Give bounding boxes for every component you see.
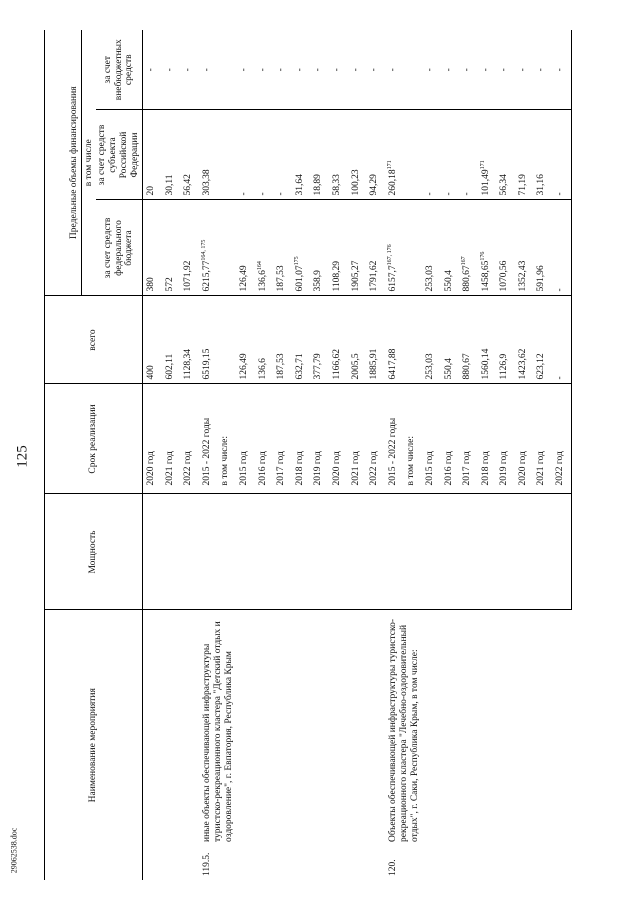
row-total-text: 1560,14	[480, 348, 491, 380]
row-federal-text: 1352,43	[517, 260, 528, 292]
row-total-text: 187,53	[276, 353, 287, 380]
row-federal-text: 1458,65	[480, 260, 491, 292]
row-extra	[366, 30, 385, 110]
row-number	[180, 846, 199, 880]
row-regional	[292, 110, 311, 200]
row-extra	[292, 30, 311, 110]
row-total	[273, 296, 292, 384]
row-regional-text: 20	[146, 186, 156, 196]
row-federal-text: 591,96	[536, 265, 547, 292]
row-federal-text: 601,07	[294, 265, 305, 292]
row-period	[292, 384, 311, 494]
row-period-text: 2021 год	[164, 451, 175, 486]
row-regional	[199, 110, 218, 200]
row-extra-text: -	[350, 68, 361, 72]
row-total-text: 1166,62	[331, 348, 342, 380]
row-period-text: 2020 год	[146, 451, 156, 486]
row-federal-text: 1108,29	[331, 260, 342, 292]
footnote-ref: 171	[386, 160, 393, 170]
row-regional-text: 18,89	[313, 174, 324, 196]
row-extra	[496, 30, 515, 110]
row-total-text: 6417,88	[387, 348, 398, 380]
row-number	[199, 846, 385, 880]
row-extra-text: -	[480, 68, 491, 72]
row-period-text: 2015 год	[238, 451, 249, 486]
row-name-text: иные объекты обеспечивающей инфраструктуры туристско-рекреационного кластера "Детский отдых и оздоровление", г. Евпатория, Республика Крым	[201, 621, 234, 842]
row-capacity	[162, 494, 181, 610]
row-federal	[422, 200, 441, 296]
row-capacity	[403, 494, 422, 610]
row-extra	[422, 30, 441, 110]
row-extra-text: -	[424, 68, 435, 72]
row-total	[515, 296, 534, 384]
row-period	[273, 384, 292, 494]
row-federal-text: 136,6	[257, 270, 268, 292]
row-federal	[255, 200, 274, 296]
row-federal	[478, 200, 497, 296]
row-period-text: 2019 год	[499, 451, 510, 486]
row-federal-text: 126,49	[238, 265, 249, 292]
row-extra	[273, 30, 292, 110]
column-header-period: Срок реализации	[45, 384, 143, 494]
row-extra-text: -	[183, 68, 194, 72]
row-regional-text: -	[555, 192, 566, 196]
row-period-text: 2021 год	[536, 451, 547, 486]
row-name	[199, 610, 385, 846]
row-regional-text: 56,34	[499, 174, 510, 196]
row-federal-text: -	[555, 288, 566, 292]
row-federal	[236, 200, 255, 296]
row-period-text: 2016 год	[257, 451, 268, 486]
row-period	[217, 384, 236, 494]
row-extra	[143, 30, 162, 110]
row-period-text: 2017 год	[276, 451, 287, 486]
row-extra-text: -	[369, 68, 380, 72]
row-period	[162, 384, 181, 494]
row-capacity	[292, 494, 311, 610]
document-filename: 29062538.doc	[9, 827, 19, 874]
row-federal	[180, 200, 199, 296]
row-regional-text: -	[424, 192, 435, 196]
footnote-ref: 167, 176	[386, 244, 393, 266]
row-period	[236, 384, 255, 494]
row-period	[533, 384, 552, 494]
row-regional-text: 31,16	[536, 174, 547, 196]
footnote-ref: 176	[479, 251, 486, 261]
row-period	[441, 384, 460, 494]
row-federal-text: 1070,56	[499, 260, 510, 292]
row-regional-text: -	[238, 192, 249, 196]
row-federal	[310, 200, 329, 296]
row-regional	[162, 110, 181, 200]
row-period-text: 2018 год	[480, 451, 491, 486]
row-regional	[217, 110, 236, 200]
row-period	[515, 384, 534, 494]
financing-table	[44, 30, 572, 880]
row-federal	[366, 200, 385, 296]
row-regional-text: 94,29	[369, 174, 380, 196]
row-extra	[180, 30, 199, 110]
row-extra	[199, 30, 218, 110]
row-extra-text: -	[331, 68, 342, 72]
row-extra	[236, 30, 255, 110]
row-total-text: 126,49	[238, 353, 249, 380]
row-capacity	[366, 494, 385, 610]
row-capacity	[515, 494, 534, 610]
row-federal	[385, 200, 404, 296]
row-period-text: 2015 год	[424, 451, 435, 486]
row-capacity	[496, 494, 515, 610]
row-regional-text: 56,42	[183, 174, 194, 196]
row-federal-text: 253,03	[424, 265, 435, 292]
row-extra-text: -	[276, 68, 287, 72]
row-total	[552, 296, 571, 384]
row-total-text: 632,71	[294, 353, 305, 380]
row-number	[385, 846, 571, 880]
row-capacity	[385, 494, 404, 610]
column-header-including: в том числе	[82, 30, 97, 296]
row-period-text: 2022 год	[555, 451, 566, 486]
row-total-text: 377,79	[313, 353, 324, 380]
row-regional-text: -	[443, 192, 454, 196]
row-total	[348, 296, 367, 384]
row-capacity	[217, 494, 236, 610]
row-total	[236, 296, 255, 384]
row-extra	[255, 30, 274, 110]
row-total-text: 602,11	[164, 353, 175, 380]
row-name	[385, 610, 571, 846]
row-capacity	[533, 494, 552, 610]
row-total	[180, 296, 199, 384]
row-federal	[199, 200, 218, 296]
table-body	[143, 30, 572, 880]
row-total-text: 136,6	[257, 358, 268, 380]
row-regional-text: 101,49	[480, 169, 491, 196]
row-total	[366, 296, 385, 384]
row-total	[459, 296, 478, 384]
row-capacity	[552, 494, 571, 610]
column-header-extra: за счет внебюджетных средств	[96, 30, 143, 110]
row-period	[199, 384, 218, 494]
table-row	[385, 30, 404, 880]
footnote-ref: 164	[256, 261, 263, 271]
row-total	[441, 296, 460, 384]
row-extra	[310, 30, 329, 110]
row-capacity	[143, 494, 162, 610]
row-period	[459, 384, 478, 494]
row-total-text: 1885,91	[369, 348, 380, 380]
row-total-text: 253,03	[424, 353, 435, 380]
row-total-text: 1423,62	[517, 348, 528, 380]
row-extra-text: -	[443, 68, 454, 72]
row-regional-text: 260,18	[387, 169, 398, 196]
row-regional-text: 303,38	[201, 169, 212, 196]
row-period	[552, 384, 571, 494]
row-total-text: 2005,5	[350, 353, 361, 380]
row-regional	[255, 110, 274, 200]
row-federal	[515, 200, 534, 296]
row-total	[217, 296, 236, 384]
row-total	[199, 296, 218, 384]
row-period-text: 2022 год	[369, 451, 380, 486]
row-extra	[329, 30, 348, 110]
row-capacity	[478, 494, 497, 610]
table-row	[199, 30, 218, 880]
row-federal-text: 6157,7	[387, 265, 398, 292]
column-header-limits: Предельные объемы финансирования	[45, 30, 82, 296]
row-capacity	[199, 494, 218, 610]
footnote-ref: 164, 175	[200, 239, 207, 261]
row-regional	[441, 110, 460, 200]
row-period	[310, 384, 329, 494]
row-federal-text: 1905,27	[350, 260, 361, 292]
row-regional	[478, 110, 497, 200]
column-header-regional: за счет средств субъекта Российской Федерации	[96, 110, 143, 200]
table-row	[180, 30, 199, 880]
row-extra-text: -	[555, 68, 566, 72]
row-name	[162, 610, 181, 846]
row-federal	[273, 200, 292, 296]
row-federal-text: 358,9	[313, 270, 324, 292]
row-federal	[459, 200, 478, 296]
row-regional	[403, 110, 422, 200]
row-capacity	[459, 494, 478, 610]
row-total-text: 880,67	[462, 353, 473, 380]
row-period-text: 2017 год	[462, 451, 473, 486]
row-extra	[441, 30, 460, 110]
row-federal	[533, 200, 552, 296]
row-regional-text: 100,23	[350, 169, 361, 196]
row-regional-text: -	[257, 192, 268, 196]
row-capacity	[273, 494, 292, 610]
row-regional	[329, 110, 348, 200]
footnote-ref: 171	[479, 160, 486, 170]
row-total	[329, 296, 348, 384]
row-regional-text: 58,33	[331, 174, 342, 196]
row-extra-text: -	[536, 68, 547, 72]
row-regional	[385, 110, 404, 200]
column-header-capacity: Мощность	[45, 494, 143, 610]
row-extra-text: -	[294, 68, 305, 72]
row-federal	[552, 200, 571, 296]
row-total	[478, 296, 497, 384]
row-capacity	[180, 494, 199, 610]
row-number	[162, 846, 181, 880]
table-row	[143, 30, 162, 880]
row-federal-text: 572	[164, 277, 175, 292]
row-period	[403, 384, 422, 494]
page-number: 125	[14, 445, 31, 468]
row-capacity	[441, 494, 460, 610]
row-extra-text: -	[313, 68, 324, 72]
row-extra-text: -	[257, 68, 268, 72]
table-row	[162, 30, 181, 880]
row-capacity	[310, 494, 329, 610]
row-federal-text: 1071,92	[183, 260, 194, 292]
row-extra-text: -	[201, 68, 212, 72]
row-regional	[496, 110, 515, 200]
column-header-total: всего	[45, 296, 143, 384]
row-period-text: 2016 год	[443, 451, 454, 486]
row-name	[143, 610, 162, 846]
row-regional	[180, 110, 199, 200]
row-period-text: в том числе:	[406, 435, 417, 486]
row-total	[292, 296, 311, 384]
row-total-text: 6519,15	[201, 348, 212, 380]
column-header-name: Наименование мероприятия	[45, 610, 143, 880]
row-regional	[273, 110, 292, 200]
row-extra	[478, 30, 497, 110]
row-federal	[496, 200, 515, 296]
row-federal-text: 550,4	[443, 270, 454, 292]
row-regional	[310, 110, 329, 200]
row-period	[180, 384, 199, 494]
row-regional	[366, 110, 385, 200]
row-regional	[422, 110, 441, 200]
row-extra	[403, 30, 422, 110]
row-regional	[459, 110, 478, 200]
row-total-text: 1126,9	[499, 353, 510, 380]
row-total	[533, 296, 552, 384]
row-period-text: 2015 - 2022 годы	[201, 417, 212, 486]
row-extra-text: -	[146, 68, 156, 72]
row-period	[329, 384, 348, 494]
row-federal	[348, 200, 367, 296]
row-period	[422, 384, 441, 494]
row-period	[255, 384, 274, 494]
row-regional-text: 71,19	[517, 174, 528, 196]
row-name	[180, 610, 199, 846]
row-federal	[162, 200, 181, 296]
row-federal-text: 187,53	[276, 265, 287, 292]
row-total	[403, 296, 422, 384]
row-federal	[143, 200, 162, 296]
row-capacity	[255, 494, 274, 610]
row-period-text: в том числе:	[220, 435, 231, 486]
row-total-text: 400	[146, 365, 156, 380]
row-capacity	[329, 494, 348, 610]
row-federal	[292, 200, 311, 296]
row-capacity	[348, 494, 367, 610]
row-total	[162, 296, 181, 384]
row-period-text: 2020 год	[331, 451, 342, 486]
row-extra	[348, 30, 367, 110]
row-regional	[533, 110, 552, 200]
row-total-text: 1128,34	[183, 348, 194, 380]
row-period	[348, 384, 367, 494]
row-federal-text: 6215,77	[201, 260, 212, 292]
row-regional-text: 30,11	[164, 174, 175, 196]
row-period-text: 2015 - 2022 годы	[387, 417, 398, 486]
row-extra	[459, 30, 478, 110]
row-extra-text: -	[499, 68, 510, 72]
row-total	[422, 296, 441, 384]
row-period	[143, 384, 162, 494]
row-regional	[515, 110, 534, 200]
row-extra-text: -	[164, 68, 175, 72]
row-extra	[552, 30, 571, 110]
row-extra-text: -	[517, 68, 528, 72]
row-regional	[236, 110, 255, 200]
row-period	[366, 384, 385, 494]
row-total	[310, 296, 329, 384]
row-extra	[385, 30, 404, 110]
row-extra	[515, 30, 534, 110]
row-extra-text: -	[462, 68, 473, 72]
row-period	[496, 384, 515, 494]
row-regional-text: -	[462, 192, 473, 196]
row-total	[385, 296, 404, 384]
row-number-text: 120.	[387, 859, 398, 876]
footnote-ref: 175	[293, 256, 300, 266]
row-extra	[533, 30, 552, 110]
row-extra-text: -	[238, 68, 249, 72]
row-federal	[403, 200, 422, 296]
row-number-text: 119.5.	[201, 852, 212, 876]
footnote-ref: 167	[460, 256, 467, 266]
row-federal-text: 880,67	[462, 265, 473, 292]
row-extra	[162, 30, 181, 110]
row-total	[255, 296, 274, 384]
row-regional	[143, 110, 162, 200]
row-total-text: -	[555, 376, 566, 380]
row-total	[496, 296, 515, 384]
row-name-text: Объекты обеспечивающей инфраструктуры туристско-рекреационного кластера "Лечебно-оздоровительный отдых", г. Саки, Республика Крым, в том числе:	[387, 619, 420, 842]
row-period-text: 2019 год	[313, 451, 324, 486]
row-capacity	[236, 494, 255, 610]
row-total	[143, 296, 162, 384]
row-regional	[348, 110, 367, 200]
row-total-text: 550,4	[443, 358, 454, 380]
row-period-text: 2022 год	[183, 451, 194, 486]
row-extra	[217, 30, 236, 110]
row-total-text: 623,12	[536, 353, 547, 380]
row-federal	[329, 200, 348, 296]
row-extra-text: -	[387, 68, 398, 72]
row-regional-text: 31,64	[294, 174, 305, 196]
row-regional	[552, 110, 571, 200]
row-federal	[441, 200, 460, 296]
row-period-text: 2020 год	[517, 451, 528, 486]
row-number	[143, 846, 162, 880]
row-period	[385, 384, 404, 494]
row-period-text: 2018 год	[294, 451, 305, 486]
financing-table-container	[44, 30, 630, 880]
row-period	[478, 384, 497, 494]
row-federal-text: 1791,62	[369, 260, 380, 292]
row-federal-text: 380	[146, 277, 156, 292]
row-regional-text: -	[276, 192, 287, 196]
row-federal	[217, 200, 236, 296]
row-capacity	[422, 494, 441, 610]
column-header-federal: за счет средств федерального бюджета	[96, 200, 143, 296]
row-period-text: 2021 год	[350, 451, 361, 486]
